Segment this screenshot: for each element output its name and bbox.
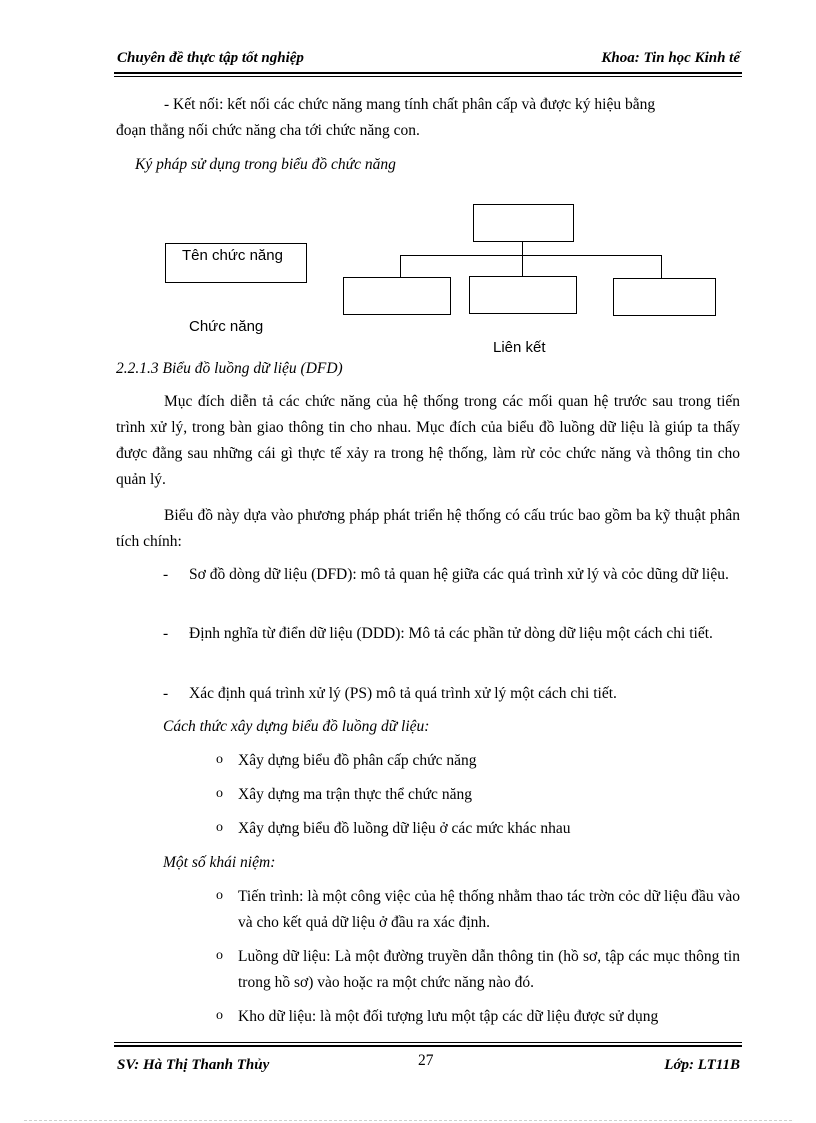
- basis-paragraph: Biểu đồ này dựa vào phương pháp phát triển hệ thống có cấu trúc bao gồm ba kỹ thuật phân tích chính:: [116, 507, 740, 550]
- footer-rule-thin: [114, 1042, 742, 1043]
- function-box-label: Tên chức năng: [182, 247, 283, 264]
- build-step-text: Xây dựng biểu đồ luồng dữ liệu ở các mức khác nhau: [238, 820, 571, 837]
- intro-paragraph: [116, 92, 740, 144]
- page-bottom-guide: [24, 1120, 792, 1121]
- header-rule-thick: [114, 72, 742, 74]
- section-title: 2.2.1.3 Biểu đồ luồng dữ liệu (DFD): [116, 360, 343, 377]
- link-caption: Liên kết: [493, 339, 546, 356]
- intro-line-2: đoạn thẳng nối chức năng cha tới chức năng con.: [116, 122, 420, 139]
- header-right: Khoa: Tin học Kinh tế: [601, 50, 740, 66]
- child-box-left: [343, 277, 451, 315]
- link-trunk: [522, 241, 523, 256]
- link-branch-middle: [522, 255, 523, 276]
- parent-box: [473, 204, 574, 242]
- concepts-heading: Một số khái niệm:: [163, 854, 276, 871]
- concept-text: Luồng dữ liệu: Là một đường truyền dẫn thông tin (hồ sơ, tập các mục thông tin trong hồ sơ) vào hoặc ra một chức năng nào đó.: [238, 948, 740, 991]
- technique-text: Xác định quá trình xử lý (PS) mô tả quá trình xử lý một cách chi tiết.: [189, 685, 617, 702]
- notation-heading: Ký pháp sử dụng trong biểu đồ chức năng: [135, 156, 396, 173]
- child-box-middle: [469, 276, 577, 314]
- page-number: 27: [418, 1052, 434, 1069]
- concept-text: Tiến trình: là một công việc của hệ thống nhằm thao tác trờn cỏc dữ liệu đầu vào và cho kết quả dữ liệu ở đầu ra xác định.: [238, 888, 740, 931]
- header-rule-thin: [114, 76, 742, 77]
- footer-rule-thick: [114, 1045, 742, 1047]
- bullet-marker: o: [216, 786, 223, 801]
- link-branch-left: [400, 255, 401, 277]
- bullet-marker: o: [216, 948, 223, 963]
- technique-text: Định nghĩa từ điển dữ liệu (DDD): Mô tả các phần tử dòng dữ liệu một cách chi tiết.: [189, 625, 713, 642]
- function-box: [165, 243, 307, 283]
- concept-text: Kho dữ liệu: là một đối tượng lưu một tập các dữ liệu được sử dụng: [238, 1008, 659, 1025]
- dash-marker: -: [163, 625, 169, 642]
- build-heading: Cách thức xây dựng biểu đồ luồng dữ liệu:: [163, 718, 430, 735]
- link-horizontal: [400, 255, 662, 256]
- purpose-paragraph: Mục đích diễn tả các chức năng của hệ thống trong các mối quan hệ trước sau trong tiến trình xử lý, trong bàn giao thông tin cho nhau. Mục đích của biểu đồ luồng dữ liệu là giúp ta thấy được đằng sau những cái gì thực tế xảy ra trong hệ thống, làm rừ cỏc chức năng và thông tin cho quản lý.: [116, 393, 740, 488]
- footer-student: SV: Hà Thị Thanh Thủy: [117, 1057, 270, 1073]
- bullet-marker: o: [216, 820, 223, 835]
- build-step-text: Xây dựng ma trận thực thể chức năng: [238, 786, 472, 803]
- technique-text: Sơ đồ dòng dữ liệu (DFD): mô tả quan hệ giữa các quá trình xử lý và cỏc dũng dữ liệu.: [189, 566, 729, 583]
- build-step-text: Xây dựng biểu đồ phân cấp chức năng: [238, 752, 477, 769]
- bullet-marker: o: [216, 1008, 223, 1023]
- bullet-marker: o: [216, 888, 223, 903]
- intro-line-1: - Kết nối: kết nối các chức năng mang tính chất phân cấp và được ký hiệu bằng: [164, 96, 656, 113]
- link-branch-right: [661, 255, 662, 278]
- bullet-marker: o: [216, 752, 223, 767]
- dash-marker: -: [163, 566, 169, 583]
- header-left: Chuyên đề thực tập tốt nghiệp: [117, 50, 304, 66]
- function-caption: Chức năng: [189, 318, 264, 335]
- child-box-right: [613, 278, 716, 316]
- footer-class: Lớp: LT11B: [664, 1057, 740, 1073]
- dash-marker: -: [163, 685, 169, 702]
